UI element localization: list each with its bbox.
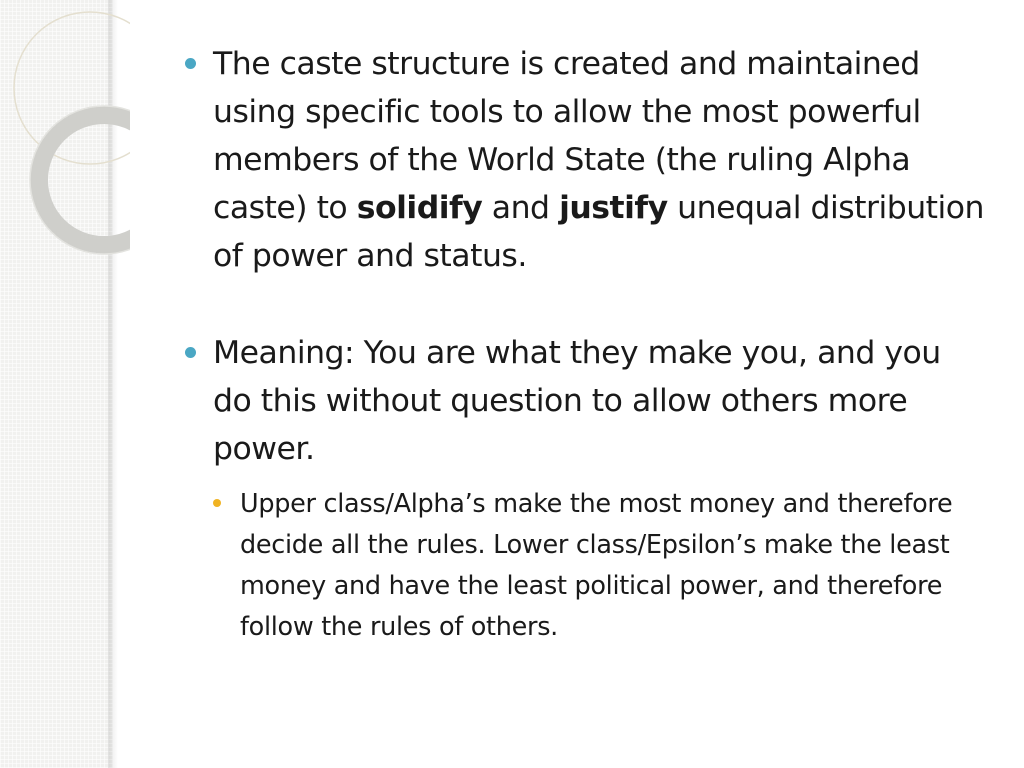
bold-term-solidify: solidify xyxy=(356,190,483,226)
bullet-item-meaning xyxy=(185,329,985,473)
sub-bullet-item xyxy=(240,484,985,648)
slide-body xyxy=(185,40,985,648)
large-ring-icon xyxy=(14,12,130,164)
sub-bullet-dot-icon xyxy=(213,499,221,507)
sub-bullet-text: Upper class/Alpha’s make the most money and therefore decide all the rules. Lower class/Epsilon’s make the least money and have the least political power, and therefore follow the rules of others. xyxy=(240,489,953,642)
bullet-text-segment: and xyxy=(482,190,560,226)
bullet-dot-icon xyxy=(185,58,196,69)
bullet-dot-icon xyxy=(185,347,196,358)
bullet-item-caste-structure xyxy=(185,40,985,280)
bullet-text-segment: The caste structure is created and maintained using specific tools to allow the most powerful members of the World State (the ruling Alpha caste) to xyxy=(213,46,921,226)
bullet-text: Meaning: You are what they make you, and you do this without question to allow others more power. xyxy=(213,335,941,467)
thick-ring-icon xyxy=(39,115,130,245)
decorative-rings xyxy=(0,0,130,260)
bold-term-justify: justify xyxy=(559,190,668,226)
bullet-text-segment: unequal distribution of power and status. xyxy=(213,190,985,274)
